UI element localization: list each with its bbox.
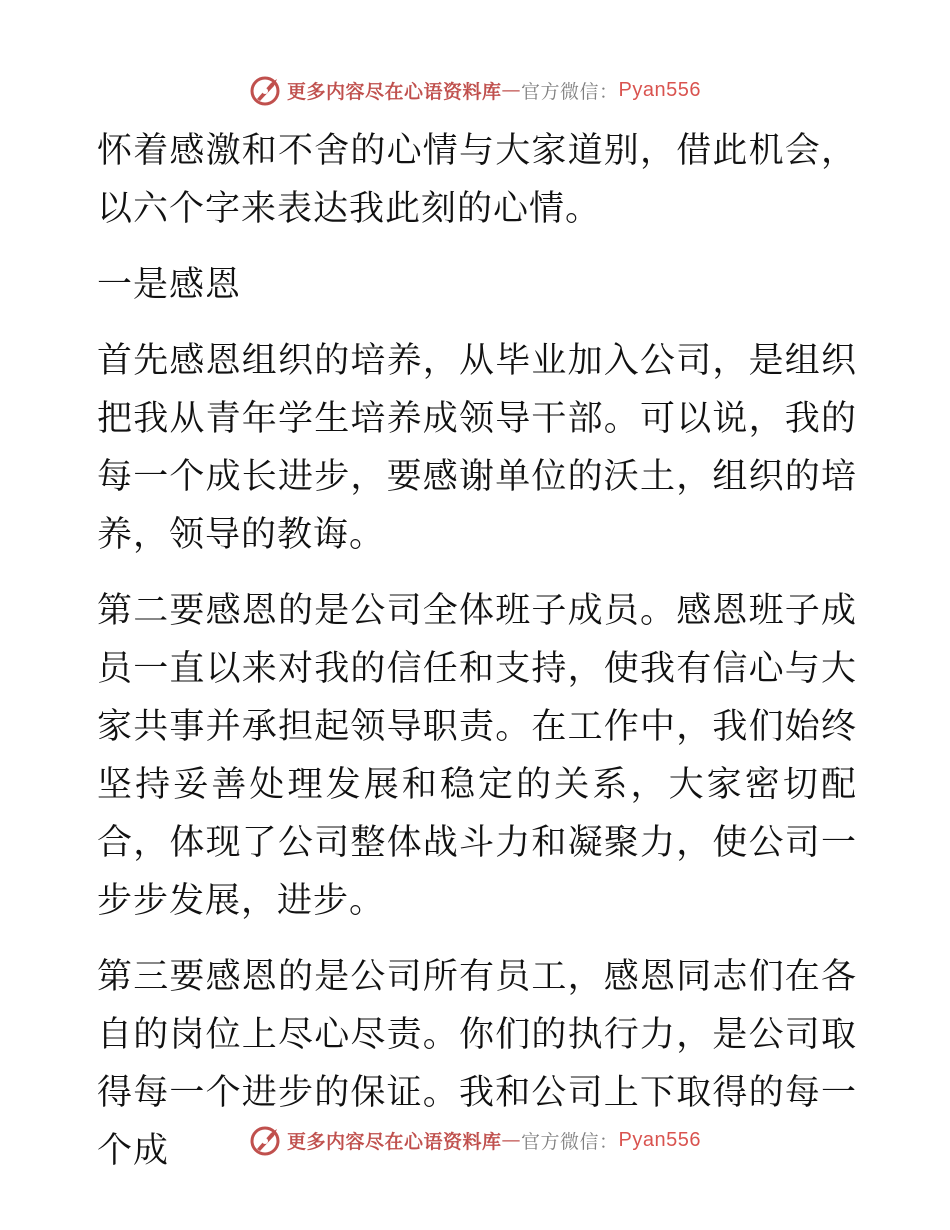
paragraph-3: 第二要感恩的是公司全体班子成员。感恩班子成员一直以来对我的信任和支持，使我有信心与大家共事并承担起领导职责。在工作中，我们始终坚持妥善处理发展和稳定的关系，大家密切配合，体现了公司整体战斗力和凝聚力，使公司一步步发展，进步。 (97, 591, 857, 921)
document-body (97, 122, 857, 1198)
banner-dash: — (501, 79, 522, 101)
banner-wechat-id: Pyan556 (618, 78, 701, 101)
banner-title: 更多内容尽在心语资料库 (287, 80, 502, 103)
header-banner (0, 70, 950, 110)
footer-banner-wechat-id: Pyan556 (618, 1128, 701, 1151)
footer-banner-dash: — (501, 1129, 522, 1151)
pen-nib-circle-icon (249, 73, 283, 107)
pen-nib-circle-icon (249, 1123, 283, 1157)
footer-banner-wechat-label: 官方微信： (521, 1130, 619, 1153)
paragraph-2: 首先感恩组织的培养，从毕业加入公司，是组织把我从青年学生培养成领导干部。可以说，我的每一个成长进步，要感谢单位的沃土，组织的培养，领导的教诲。 (97, 341, 857, 555)
paragraph-4: 第三要感恩的是公司所有员工，感恩同志们在各自的岗位上尽心尽责。你们的执行力，是公司取得每一个进步的保证。我和公司上下取得的每一个成 (97, 957, 857, 1171)
paragraph-1: 怀着感激和不舍的心情与大家道别，借此机会，以六个字来表达我此刻的心情。 (97, 131, 857, 229)
section-heading-gratitude: 一是感恩 (97, 265, 242, 305)
footer-banner (0, 1120, 950, 1160)
footer-banner-title: 更多内容尽在心语资料库 (287, 1130, 502, 1153)
banner-wechat-label: 官方微信： (521, 80, 619, 103)
